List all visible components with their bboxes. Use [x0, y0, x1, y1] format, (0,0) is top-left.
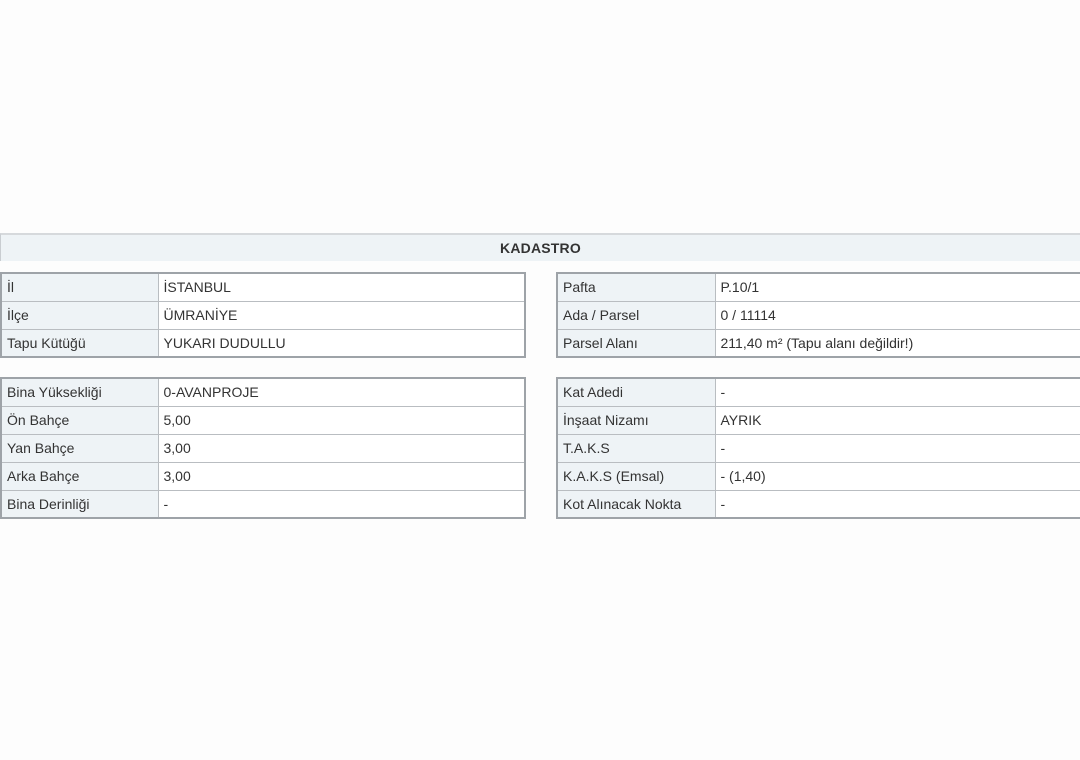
- section-title: KADASTRO: [500, 240, 581, 256]
- row-value: YUKARI DUDULLU: [158, 329, 525, 357]
- table-row: [557, 462, 1080, 490]
- row-label: Bina Yüksekliği: [1, 378, 158, 406]
- row-label: Yan Bahçe: [1, 434, 158, 462]
- location-table: [0, 272, 526, 358]
- row-label: Ön Bahçe: [1, 406, 158, 434]
- parcel-table: [556, 272, 1080, 358]
- row-label: Kot Alınacak Nokta: [557, 490, 715, 518]
- row-label: İnşaat Nizamı: [557, 406, 715, 434]
- construction-table: [556, 377, 1080, 519]
- table-row: [1, 462, 525, 490]
- table-row: [1, 490, 525, 518]
- row-value: -: [715, 490, 1080, 518]
- row-value: P.10/1: [715, 273, 1080, 301]
- table-row: [1, 329, 525, 357]
- table-row: [1, 378, 525, 406]
- row-label: Parsel Alanı: [557, 329, 715, 357]
- table-row: [1, 301, 525, 329]
- row-label: İlçe: [1, 301, 158, 329]
- row-value: 0-AVANPROJE: [158, 378, 525, 406]
- table-row: [1, 273, 525, 301]
- row-value: -: [715, 434, 1080, 462]
- table-row: [557, 301, 1080, 329]
- row-value: ÜMRANİYE: [158, 301, 525, 329]
- row-value: -: [158, 490, 525, 518]
- row-value: -: [715, 378, 1080, 406]
- row-label: Tapu Kütüğü: [1, 329, 158, 357]
- row-label: Ada / Parsel: [557, 301, 715, 329]
- building-setback-table: [0, 377, 526, 519]
- row-label: İl: [1, 273, 158, 301]
- table-row: [557, 490, 1080, 518]
- table-row: [1, 434, 525, 462]
- row-value: İSTANBUL: [158, 273, 525, 301]
- row-value: 3,00: [158, 462, 525, 490]
- row-value: 211,40 m² (Tapu alanı değildir!): [715, 329, 1080, 357]
- row-label: K.A.K.S (Emsal): [557, 462, 715, 490]
- table-row: [557, 406, 1080, 434]
- row-value: - (1,40): [715, 462, 1080, 490]
- row-label: Bina Derinliği: [1, 490, 158, 518]
- row-label: Kat Adedi: [557, 378, 715, 406]
- table-row: [557, 378, 1080, 406]
- row-label: Arka Bahçe: [1, 462, 158, 490]
- table-row: [557, 434, 1080, 462]
- row-value: 3,00: [158, 434, 525, 462]
- table-row: [557, 329, 1080, 357]
- row-label: Pafta: [557, 273, 715, 301]
- row-label: T.A.K.S: [557, 434, 715, 462]
- section-header: [0, 233, 1080, 261]
- row-value: 5,00: [158, 406, 525, 434]
- table-row: [1, 406, 525, 434]
- table-row: [557, 273, 1080, 301]
- row-value: 0 / 11114: [715, 301, 1080, 329]
- row-value: AYRIK: [715, 406, 1080, 434]
